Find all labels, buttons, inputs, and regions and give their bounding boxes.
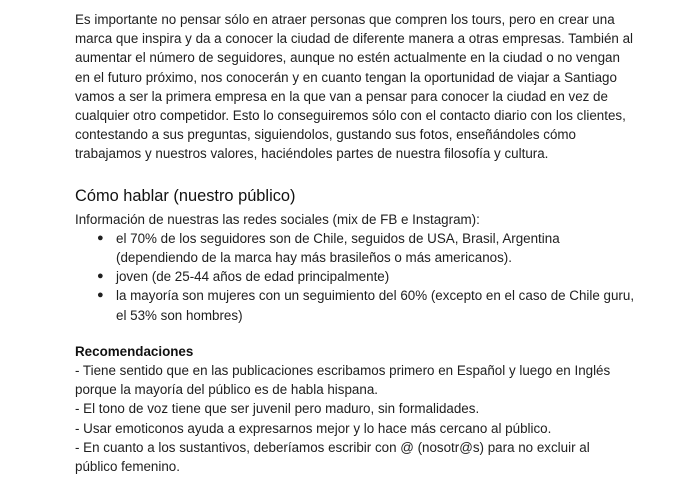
recommendation-line: - El tono de voz tiene que ser juvenil pero maduro, sin formalidades. (75, 401, 480, 417)
list-item-text: la mayoría son mujeres con un seguimiento del 60% (excepto en el caso de Chile guru, el 53% son hombres) (116, 288, 635, 323)
recommendation-line: - Usar emoticonos ayuda a expresarnos mejor y lo hace más cercano al público. (75, 420, 552, 436)
list-item (75, 267, 635, 286)
audience-bullet-list (75, 229, 635, 325)
bullet-icon: ● (97, 231, 104, 244)
section-heading: Cómo hablar (nuestro público) (75, 186, 296, 205)
document-page (75, 10, 635, 476)
intro-paragraph: Es importante no pensar sólo en atraer personas que compren los tours, pero en crear una marca que inspira y da a conocer la ciudad de diferente manera a otras empresas. También al aumentar el número de seguidores, aunque no estén actualmente en la ciudad o no vengan en el futuro próximo, nos conocerán y en cuanto tengan la oportunidad de viajar a Santiago vamos a ser la primera empresa en la que van a pensar para conocer la ciudad en vez de cualquier otro competidor. Esto lo conseguiremos sólo con el contacto diario con los clientes, contestando a sus preguntas, siguiendolos, gustando sus fotos, enseñándoles cómo trabajamos y nuestros valores, haciéndoles partes de nuestra filosofía y cultura. (75, 12, 634, 162)
list-item-text: joven (de 25-44 años de edad principalmente) (116, 269, 390, 285)
list-item (75, 286, 635, 324)
recommendation-line: - En cuanto a los sustantivos, deberíamos escribir con @ (nosotr@s) para no excluir al público femenino. (75, 439, 590, 475)
recommendations-title: Recomendaciones (75, 343, 194, 359)
list-item-text: el 70% de los seguidores son de Chile, seguidos de USA, Brasil, Argentina (dependiendo de la marca hay más brasileños o más americanos). (116, 230, 560, 266)
section-subtitle: Información de nuestras las redes sociales (mix de FB e Instagram): (75, 211, 480, 227)
recommendation-line: - Tiene sentido que en las publicaciones escribamos primero en Español y luego en Inglés porque la mayoría del público es de habla hispana. (75, 363, 611, 398)
bullet-icon: ● (97, 270, 104, 283)
list-item (75, 229, 635, 267)
bullet-icon: ● (97, 289, 104, 302)
